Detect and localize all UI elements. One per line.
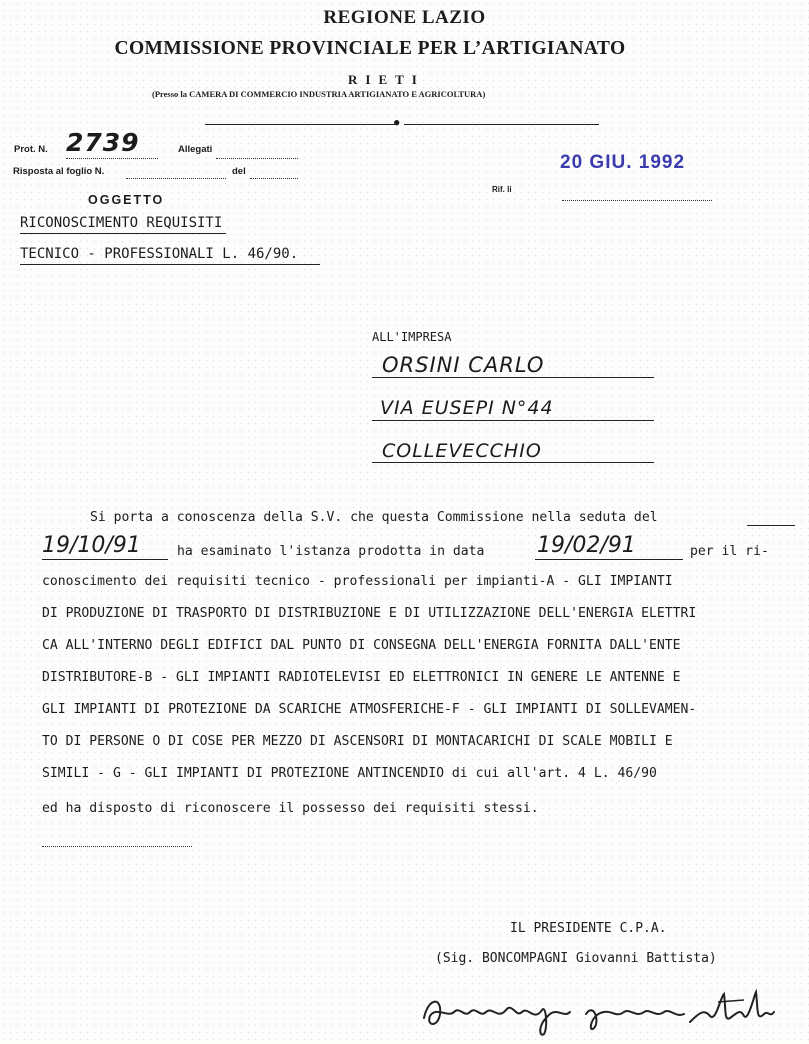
reply-to-label: Risposta al foglio N. <box>13 166 105 177</box>
body-line-8: TO DI PERSONE O DI COSE PER MEZZO DI ASCENSORI DI MONTACARICHI DI SCALE MOBILI E <box>42 734 673 749</box>
chamber-subheading: (Presso la CAMERA DI COMMERCIO INDUSTRIA ARTIGIANATO E AGRICOLTURA) <box>152 89 486 99</box>
protocol-number: 2739 <box>66 128 140 157</box>
subject-label: OGGETTO <box>88 193 165 207</box>
body-end-dotted-line <box>42 846 192 847</box>
subject-line-2: TECNICO - PROFESSIONALI L. 46/90. <box>20 246 299 262</box>
city-heading: RIETI <box>348 72 425 87</box>
body-line-7: GLI IMPIANTI DI PROTEZIONE DA SCARICHE ATMOSFERICHE-F - GLI IMPIANTI DI SOLLEVAMEN- <box>42 702 697 717</box>
seduta-date: 19/10/91 <box>42 533 141 558</box>
date-stamp: 20 GIU. 1992 <box>560 152 686 173</box>
recipient-name: ORSINI CARLO <box>382 353 545 377</box>
protocol-label: Prot. N. <box>14 144 48 155</box>
body-line-10: ed ha disposto di riconoscere il possesso dei requisiti stessi. <box>42 801 539 816</box>
istanza-date: 19/02/91 <box>537 533 636 558</box>
letter-body <box>42 0 802 1044</box>
body-line-6: DISTRIBUTORE-B - GLI IMPIANTI RADIOTELEVISI ED ELETTRONICI IN GENERE LE ANTENNE E <box>42 670 681 685</box>
president-name: (Sig. BONCOMPAGNI Giovanni Battista) <box>435 951 717 966</box>
reference-label: Rif. li <box>492 185 512 194</box>
body-line-2-middle: ha esaminato l'istanza prodotta in data <box>177 544 485 559</box>
header-divider-dot: ● <box>394 118 400 128</box>
attachments-label: Allegati <box>178 144 213 155</box>
recipient-intro: ALL'IMPRESA <box>372 330 452 344</box>
handwritten-signature <box>418 988 778 1040</box>
body-line-2 <box>42 533 802 566</box>
recipient-city: COLLEVECCHIO <box>382 440 542 462</box>
istanza-date-underline <box>535 559 683 560</box>
president-title: IL PRESIDENTE C.P.A. <box>510 921 667 936</box>
subject-line-1: RICONOSCIMENTO REQUISITI <box>20 215 223 231</box>
body-line-4: DI PRODUZIONE DI TRASPORTO DI DISTRIBUZIONE E DI UTILIZZAZIONE DELL'ENERGIA ELETTRI <box>42 606 697 621</box>
seduta-blank-line <box>747 525 795 526</box>
body-line-2-end: per il ri- <box>690 544 769 559</box>
body-line-1: Si porta a conoscenza della S.V. che questa Commissione nella seduta del <box>90 510 658 525</box>
seduta-date-underline <box>42 559 168 560</box>
body-line-9: SIMILI - G - GLI IMPIANTI DI PROTEZIONE ANTINCENDIO di cui all'art. 4 L. 46/90 <box>42 766 657 781</box>
region-heading: REGIONE LAZIO <box>323 7 486 28</box>
commission-heading: COMMISSIONE PROVINCIALE PER L’ARTIGIANATO <box>114 38 626 59</box>
reply-date-label: del <box>232 166 246 177</box>
recipient-street: VIA EUSEPI N°44 <box>380 397 554 419</box>
body-line-3: conoscimento dei requisiti tecnico - professionali per impianti-A - GLI IMPIANTI <box>42 574 673 589</box>
body-line-5: CA ALL'INTERNO DEGLI EDIFICI DAL PUNTO DI CONSEGNA DELL'ENERGIA FORNITA DALL'ENTE <box>42 638 681 653</box>
